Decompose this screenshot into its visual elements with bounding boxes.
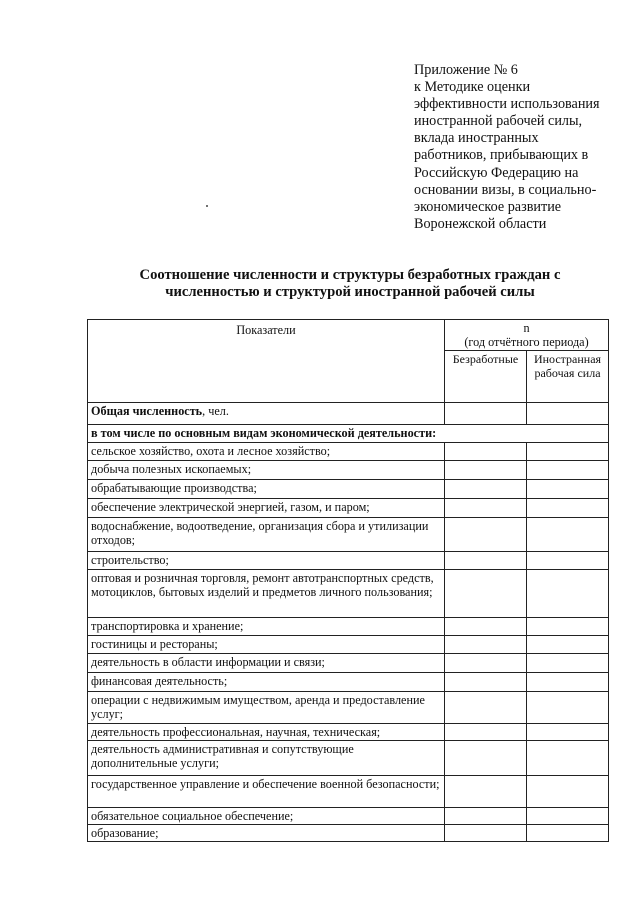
cell-unemployed[interactable]	[445, 618, 527, 636]
annex-line: эффективности использования	[414, 96, 600, 113]
total-row-label	[88, 403, 445, 425]
cell-foreign[interactable]	[527, 825, 609, 842]
row-label: сельское хозяйство, охота и лесное хозяйство;	[88, 443, 445, 461]
cell-unemployed[interactable]	[445, 654, 527, 673]
cell-unemployed[interactable]	[445, 724, 527, 741]
cell-unemployed[interactable]	[445, 692, 527, 724]
cell-foreign[interactable]	[527, 692, 609, 724]
annex-line: вклада иностранных	[414, 130, 539, 147]
section-header: в том числе по основным видам экономической деятельности:	[88, 425, 609, 443]
annex-line: Российскую Федерацию на	[414, 164, 579, 181]
cell-foreign[interactable]	[527, 724, 609, 741]
cell-foreign[interactable]	[527, 636, 609, 654]
cell-unemployed[interactable]	[445, 636, 527, 654]
total-foreign-cell[interactable]	[527, 403, 609, 425]
total-label-bold: Общая численность	[91, 404, 203, 418]
row-label: транспортировка и хранение;	[88, 618, 445, 636]
annex-header	[414, 62, 634, 233]
annex-line: работников, прибывающих в	[414, 147, 589, 164]
row-label: государственное управление и обеспечение военной безопасности;	[88, 776, 445, 808]
document-title	[90, 267, 610, 301]
cell-unemployed[interactable]	[445, 808, 527, 825]
row-label: образование;	[88, 825, 445, 842]
cell-foreign[interactable]	[527, 480, 609, 499]
cell-foreign[interactable]	[527, 654, 609, 673]
row-label: водоснабжение, водоотведение, организация сбора и утилизации отходов;	[88, 518, 445, 552]
cell-foreign[interactable]	[527, 443, 609, 461]
cell-foreign[interactable]	[527, 741, 609, 776]
header-unemployed: Безработные	[445, 351, 527, 403]
cell-foreign[interactable]	[527, 552, 609, 570]
header-period	[445, 320, 609, 351]
cell-foreign[interactable]	[527, 673, 609, 692]
row-label: обязательное социальное обеспечение;	[88, 808, 445, 825]
cell-foreign[interactable]	[527, 776, 609, 808]
row-label: оптовая и розничная торговля, ремонт автотранспортных средств, мотоциклов, бытовых изделий и предметов личного пользования;	[88, 570, 445, 618]
row-label: операции с недвижимым имуществом, аренда и предоставление услуг;	[88, 692, 445, 724]
header-period-desc: (год отчётного периода)	[464, 335, 589, 349]
scan-speck	[206, 205, 208, 207]
cell-unemployed[interactable]	[445, 443, 527, 461]
cell-unemployed[interactable]	[445, 570, 527, 618]
indicators-table	[87, 319, 609, 842]
cell-unemployed[interactable]	[445, 499, 527, 518]
row-label: деятельность административная и сопутствующие дополнительные услуги;	[88, 741, 445, 776]
cell-foreign[interactable]	[527, 461, 609, 480]
cell-unemployed[interactable]	[445, 480, 527, 499]
header-indicators: Показатели	[88, 320, 445, 403]
row-label: добыча полезных ископаемых;	[88, 461, 445, 480]
cell-unemployed[interactable]	[445, 776, 527, 808]
row-label: гостиницы и рестораны;	[88, 636, 445, 654]
row-label: обрабатывающие производства;	[88, 480, 445, 499]
total-label-unit: , чел.	[202, 404, 229, 418]
title-line-2: численностью и структурой иностранной рабочей силы	[165, 284, 535, 300]
header-period-n: n	[523, 321, 530, 335]
cell-foreign[interactable]	[527, 499, 609, 518]
row-label: строительство;	[88, 552, 445, 570]
annex-line: к Методике оценки	[414, 79, 531, 96]
row-label: финансовая деятельность;	[88, 673, 445, 692]
annex-line: Приложение № 6	[414, 62, 518, 78]
header-foreign-workforce: Иностранная рабочая сила	[527, 351, 609, 403]
cell-unemployed[interactable]	[445, 518, 527, 552]
annex-line: экономическое развитие	[414, 198, 562, 215]
total-unemployed-cell[interactable]	[445, 403, 527, 425]
cell-foreign[interactable]	[527, 570, 609, 618]
title-line-1: Соотношение численности и структуры безработных граждан с	[139, 267, 561, 283]
row-label: деятельность в области информации и связи;	[88, 654, 445, 673]
cell-unemployed[interactable]	[445, 825, 527, 842]
annex-line: иностранной рабочей силы,	[414, 113, 583, 130]
cell-unemployed[interactable]	[445, 673, 527, 692]
row-label: деятельность профессиональная, научная, техническая;	[88, 724, 445, 741]
cell-foreign[interactable]	[527, 518, 609, 552]
annex-line: Воронежской области	[414, 215, 547, 232]
cell-unemployed[interactable]	[445, 741, 527, 776]
row-label: обеспечение электрической энергией, газом, и паром;	[88, 499, 445, 518]
cell-foreign[interactable]	[527, 808, 609, 825]
cell-unemployed[interactable]	[445, 552, 527, 570]
cell-foreign[interactable]	[527, 618, 609, 636]
cell-unemployed[interactable]	[445, 461, 527, 480]
annex-line: основании визы, в социально-	[414, 181, 597, 198]
